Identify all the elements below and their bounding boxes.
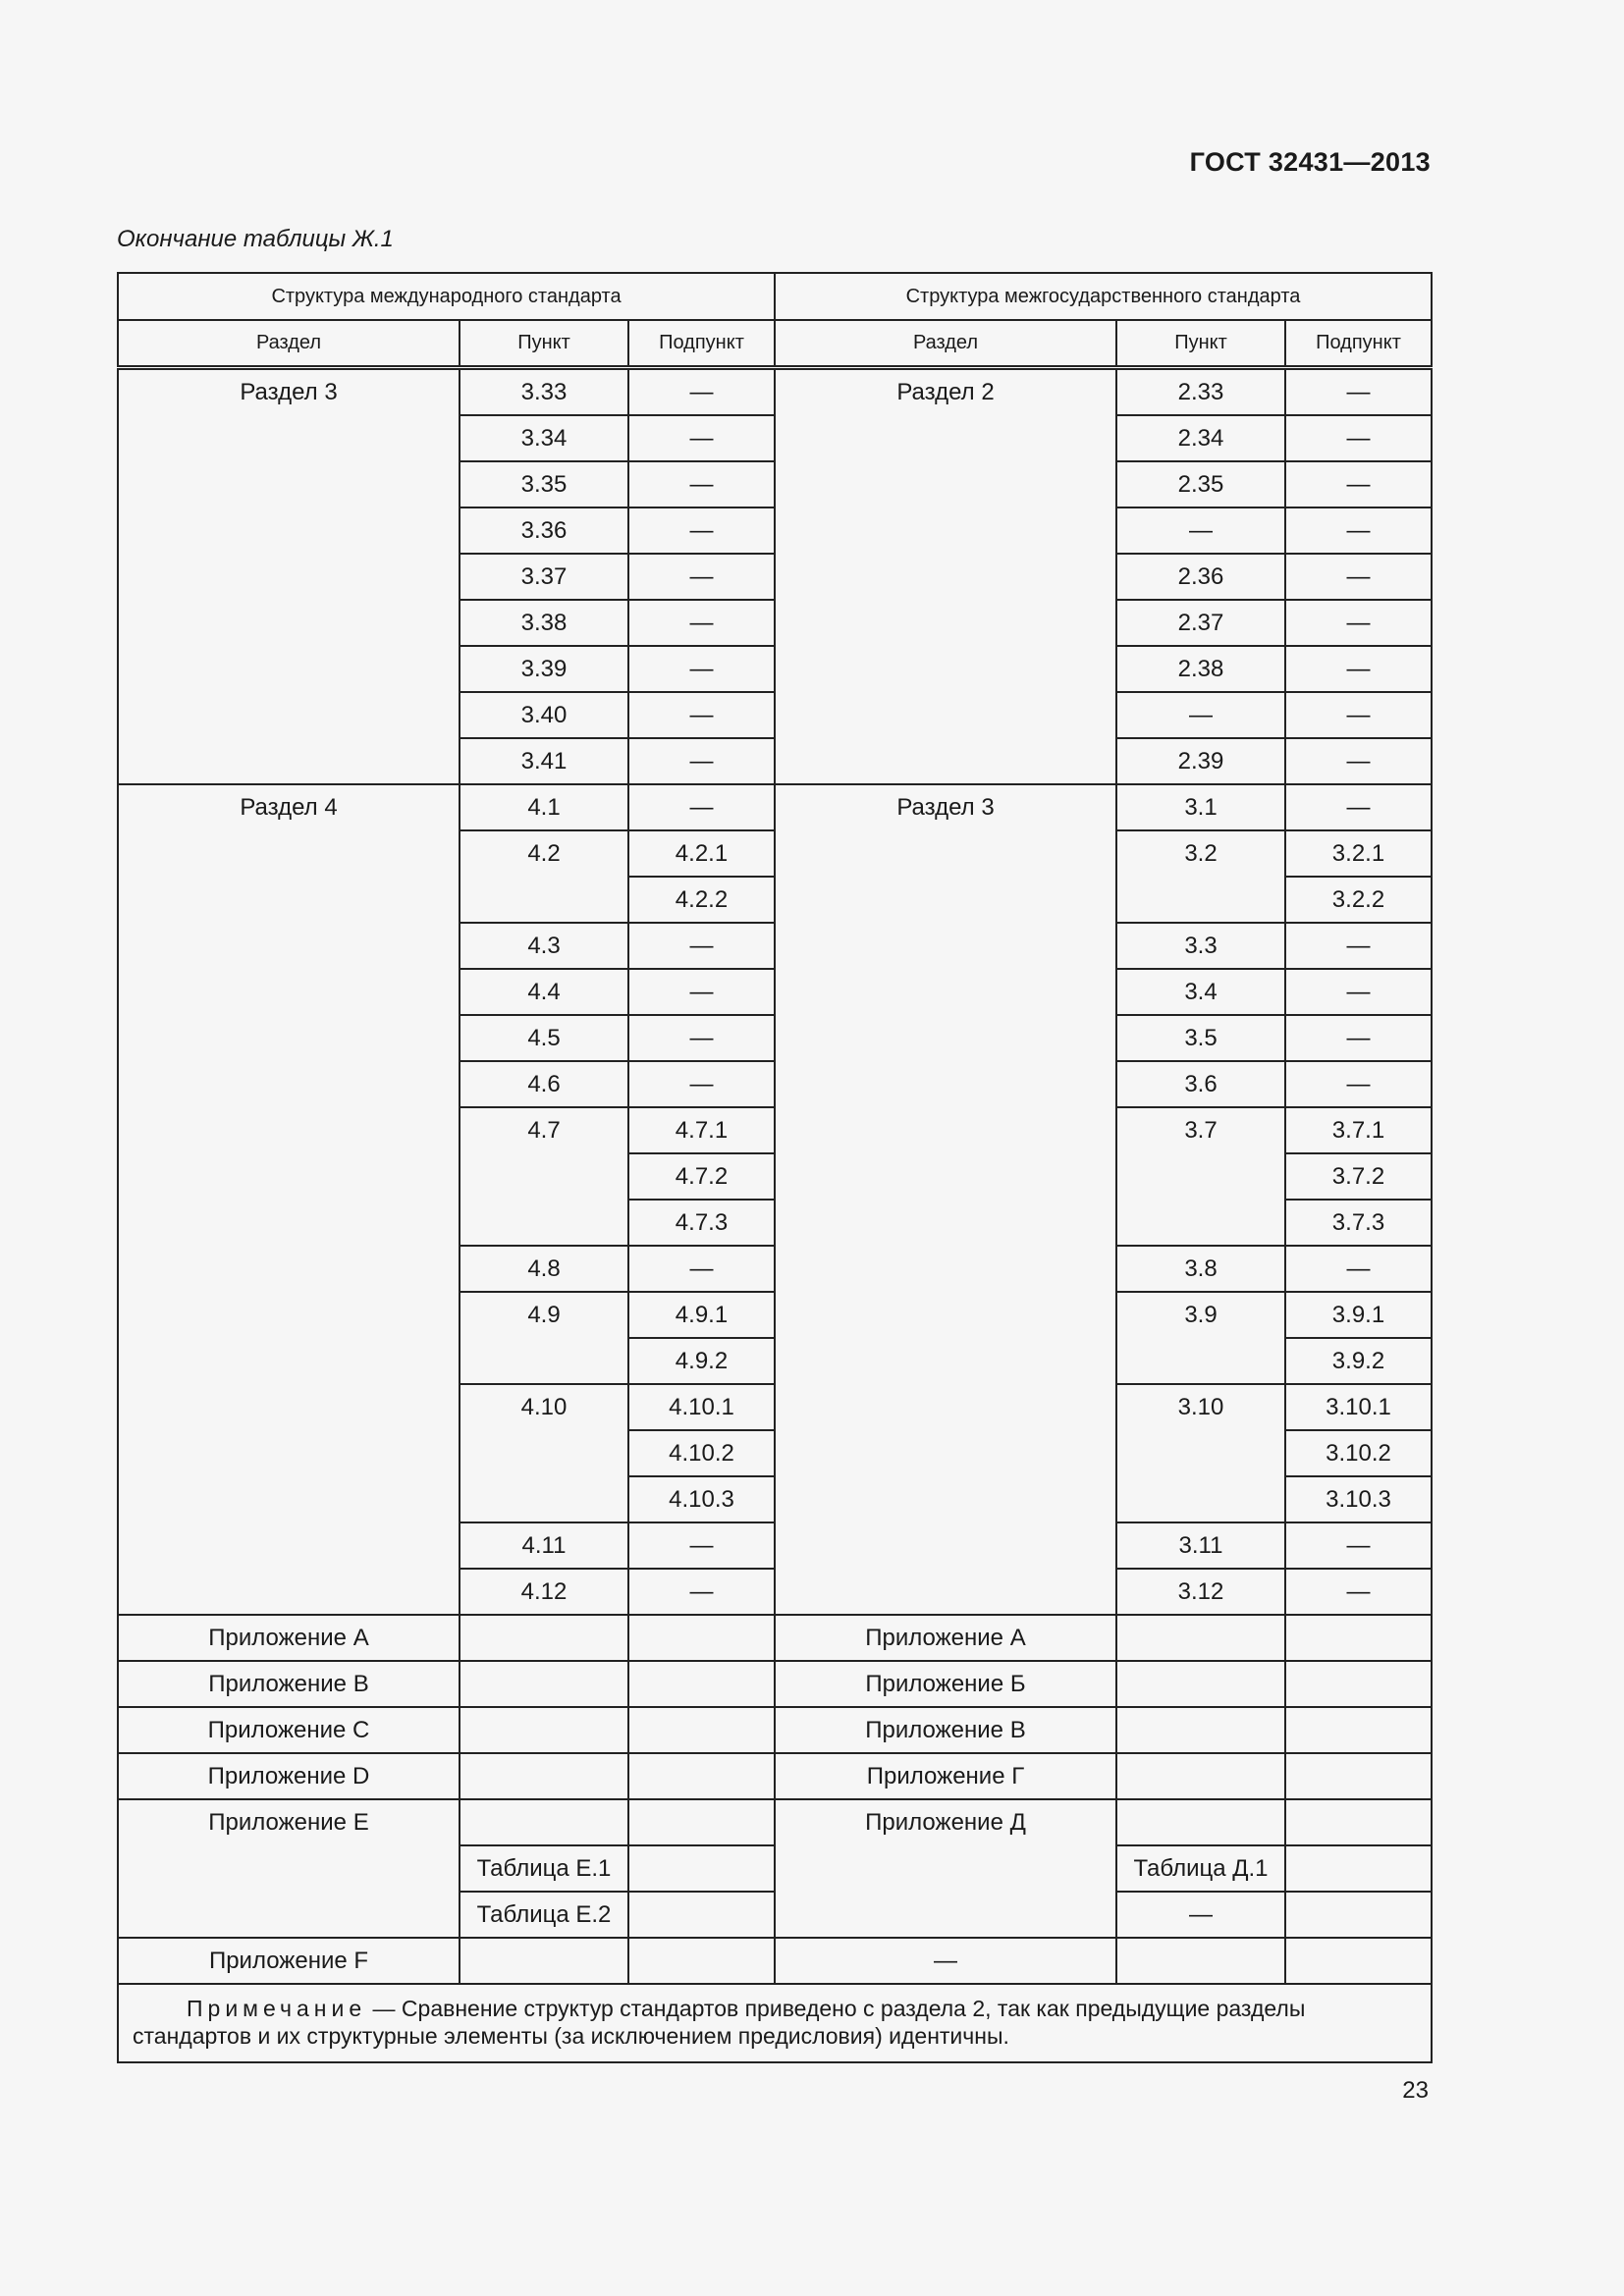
table-note — [118, 1984, 1432, 2062]
cell-subclause-interstate: — — [1285, 415, 1432, 461]
cell-clause-intl: 3.35 — [460, 461, 628, 507]
col-header-clause-interstate: Пункт — [1116, 320, 1285, 368]
cell-subclause-interstate: — — [1285, 1522, 1432, 1569]
cell-clause-intl: 3.37 — [460, 554, 628, 600]
cell-clause-intl: 4.6 — [460, 1061, 628, 1107]
cell-clause-intl: 4.7 — [460, 1107, 628, 1246]
cell-subclause-intl: — — [628, 600, 775, 646]
cell-subclause-interstate: — — [1285, 738, 1432, 784]
cell-clause-interstate: 2.35 — [1116, 461, 1285, 507]
cell-section-intl: Приложение D — [118, 1753, 460, 1799]
cell-clause-intl: 4.8 — [460, 1246, 628, 1292]
cell-clause-intl: 4.1 — [460, 784, 628, 830]
cell-subclause-interstate: — — [1285, 692, 1432, 738]
cell-subclause-intl: 4.2.1 — [628, 830, 775, 877]
cell-clause-interstate: 3.11 — [1116, 1522, 1285, 1569]
cell-section-intl: Приложение C — [118, 1707, 460, 1753]
cell-clause-intl: Таблица E.1 — [460, 1845, 628, 1892]
cell-subclause-interstate: — — [1285, 600, 1432, 646]
cell-clause-intl: 4.9 — [460, 1292, 628, 1384]
group-header-interstate: Структура межгосударственного стандарта — [775, 273, 1432, 320]
cell-clause-interstate: 2.33 — [1116, 368, 1285, 416]
table-row — [118, 1753, 1432, 1799]
cell-clause-intl: Таблица E.2 — [460, 1892, 628, 1938]
cell-subclause-interstate: — — [1285, 784, 1432, 830]
cell-clause-intl: 4.10 — [460, 1384, 628, 1522]
cell-subclause-intl: — — [628, 646, 775, 692]
table-row — [118, 1661, 1432, 1707]
cell-subclause-intl: 4.7.1 — [628, 1107, 775, 1153]
cell-section-interstate: — — [775, 1938, 1116, 1984]
cell-subclause-intl — [628, 1615, 775, 1661]
cell-subclause-interstate: — — [1285, 1061, 1432, 1107]
cell-subclause-interstate: 3.7.2 — [1285, 1153, 1432, 1200]
cell-clause-interstate: — — [1116, 1892, 1285, 1938]
note-row — [118, 1984, 1432, 2062]
cell-clause-interstate: 3.1 — [1116, 784, 1285, 830]
cell-subclause-intl: 4.10.3 — [628, 1476, 775, 1522]
cell-clause-intl — [460, 1753, 628, 1799]
cell-section-intl: Приложение F — [118, 1938, 460, 1984]
cell-section-intl: Приложение E — [118, 1799, 460, 1938]
cell-clause-intl: 3.39 — [460, 646, 628, 692]
table-row — [118, 368, 1432, 416]
cell-clause-interstate: 3.12 — [1116, 1569, 1285, 1615]
cell-subclause-intl: — — [628, 969, 775, 1015]
cell-clause-interstate: 2.36 — [1116, 554, 1285, 600]
cell-clause-interstate: 3.6 — [1116, 1061, 1285, 1107]
cell-clause-intl: 3.41 — [460, 738, 628, 784]
cell-clause-intl: 4.12 — [460, 1569, 628, 1615]
cell-subclause-interstate: — — [1285, 1569, 1432, 1615]
cell-subclause-interstate — [1285, 1799, 1432, 1845]
cell-subclause-intl: — — [628, 738, 775, 784]
table-row — [118, 1938, 1432, 1984]
cell-subclause-interstate: 3.9.1 — [1285, 1292, 1432, 1338]
cell-clause-interstate: — — [1116, 507, 1285, 554]
cell-subclause-intl: 4.9.2 — [628, 1338, 775, 1384]
cell-section-intl: Приложение B — [118, 1661, 460, 1707]
cell-clause-interstate — [1116, 1938, 1285, 1984]
cell-clause-interstate: 3.9 — [1116, 1292, 1285, 1384]
cell-subclause-intl — [628, 1892, 775, 1938]
cell-clause-interstate — [1116, 1753, 1285, 1799]
note-label: Примечание — [187, 1996, 367, 2021]
cell-subclause-intl: — — [628, 461, 775, 507]
cell-clause-intl: 3.38 — [460, 600, 628, 646]
cell-subclause-intl: 4.2.2 — [628, 877, 775, 923]
cell-subclause-intl: — — [628, 1061, 775, 1107]
cell-subclause-interstate — [1285, 1661, 1432, 1707]
group-header-international: Структура международного стандарта — [118, 273, 775, 320]
cell-subclause-intl: 4.9.1 — [628, 1292, 775, 1338]
cell-subclause-interstate: 3.9.2 — [1285, 1338, 1432, 1384]
cell-subclause-interstate — [1285, 1707, 1432, 1753]
cell-subclause-interstate: — — [1285, 507, 1432, 554]
table-row — [118, 784, 1432, 830]
table-caption: Окончание таблицы Ж.1 — [117, 226, 394, 252]
cell-clause-intl: 4.4 — [460, 969, 628, 1015]
group-header-row — [118, 273, 1432, 320]
cell-clause-intl — [460, 1938, 628, 1984]
cell-subclause-intl: — — [628, 368, 775, 416]
column-header-row — [118, 320, 1432, 368]
table-row — [118, 1707, 1432, 1753]
cell-subclause-intl: — — [628, 1015, 775, 1061]
cell-clause-interstate: 3.8 — [1116, 1246, 1285, 1292]
cell-subclause-interstate: 3.2.1 — [1285, 830, 1432, 877]
cell-clause-intl: 3.40 — [460, 692, 628, 738]
cell-subclause-interstate — [1285, 1938, 1432, 1984]
col-header-section-interstate: Раздел — [775, 320, 1116, 368]
cell-section-interstate: Приложение Г — [775, 1753, 1116, 1799]
cell-subclause-interstate: 3.7.3 — [1285, 1200, 1432, 1246]
cell-subclause-interstate — [1285, 1753, 1432, 1799]
cell-clause-interstate — [1116, 1799, 1285, 1845]
cell-clause-intl — [460, 1615, 628, 1661]
cell-clause-interstate: 2.38 — [1116, 646, 1285, 692]
cell-subclause-interstate — [1285, 1892, 1432, 1938]
cell-subclause-interstate: — — [1285, 1015, 1432, 1061]
cell-clause-interstate — [1116, 1615, 1285, 1661]
table-row — [118, 1799, 1432, 1845]
col-header-clause-intl: Пункт — [460, 320, 628, 368]
cell-clause-intl: 4.11 — [460, 1522, 628, 1569]
cell-section-interstate: Приложение В — [775, 1707, 1116, 1753]
cell-subclause-interstate: — — [1285, 969, 1432, 1015]
cell-clause-interstate: 3.7 — [1116, 1107, 1285, 1246]
cell-subclause-interstate: 3.2.2 — [1285, 877, 1432, 923]
cell-subclause-intl: — — [628, 1569, 775, 1615]
cell-subclause-intl — [628, 1661, 775, 1707]
cell-clause-interstate: 3.10 — [1116, 1384, 1285, 1522]
cell-subclause-intl: — — [628, 692, 775, 738]
cell-subclause-intl: — — [628, 415, 775, 461]
cell-clause-intl: 4.3 — [460, 923, 628, 969]
cell-subclause-intl — [628, 1799, 775, 1845]
cell-subclause-interstate — [1285, 1845, 1432, 1892]
cell-subclause-intl — [628, 1707, 775, 1753]
cell-section-intl: Раздел 4 — [118, 784, 460, 1615]
cell-section-interstate: Приложение Д — [775, 1799, 1116, 1938]
cell-subclause-interstate: — — [1285, 646, 1432, 692]
cell-clause-interstate: 2.39 — [1116, 738, 1285, 784]
cell-clause-interstate: 3.4 — [1116, 969, 1285, 1015]
cell-subclause-intl: — — [628, 1522, 775, 1569]
cell-clause-intl — [460, 1661, 628, 1707]
cell-subclause-intl: 4.10.2 — [628, 1430, 775, 1476]
cell-subclause-intl — [628, 1938, 775, 1984]
cell-clause-intl: 4.5 — [460, 1015, 628, 1061]
cell-subclause-interstate: — — [1285, 461, 1432, 507]
cell-subclause-intl — [628, 1753, 775, 1799]
cell-clause-intl — [460, 1799, 628, 1845]
table-row — [118, 1615, 1432, 1661]
cell-subclause-interstate: — — [1285, 923, 1432, 969]
cell-subclause-intl: — — [628, 507, 775, 554]
col-header-subclause-interstate: Подпункт — [1285, 320, 1432, 368]
cell-clause-interstate: 3.5 — [1116, 1015, 1285, 1061]
page-number: 23 — [1402, 2077, 1429, 2104]
cell-clause-interstate — [1116, 1661, 1285, 1707]
cell-subclause-interstate: 3.10.2 — [1285, 1430, 1432, 1476]
cell-clause-intl: 3.33 — [460, 368, 628, 416]
cell-section-interstate: Приложение А — [775, 1615, 1116, 1661]
cell-subclause-intl: — — [628, 923, 775, 969]
cell-subclause-interstate: 3.10.1 — [1285, 1384, 1432, 1430]
cell-clause-interstate: — — [1116, 692, 1285, 738]
cell-subclause-intl: 4.7.2 — [628, 1153, 775, 1200]
cell-section-intl: Раздел 3 — [118, 368, 460, 785]
cell-subclause-intl: — — [628, 784, 775, 830]
cell-clause-intl — [460, 1707, 628, 1753]
cell-subclause-intl: — — [628, 1246, 775, 1292]
cell-section-interstate: Раздел 2 — [775, 368, 1116, 785]
cell-section-intl: Приложение A — [118, 1615, 460, 1661]
comparison-table — [117, 272, 1433, 2063]
cell-clause-interstate: 2.34 — [1116, 415, 1285, 461]
col-header-subclause-intl: Подпункт — [628, 320, 775, 368]
cell-clause-interstate: Таблица Д.1 — [1116, 1845, 1285, 1892]
cell-section-interstate: Раздел 3 — [775, 784, 1116, 1615]
cell-clause-interstate: 3.3 — [1116, 923, 1285, 969]
cell-subclause-interstate: 3.10.3 — [1285, 1476, 1432, 1522]
cell-subclause-interstate — [1285, 1615, 1432, 1661]
document-code: ГОСТ 32431—2013 — [1189, 147, 1431, 177]
cell-clause-intl: 4.2 — [460, 830, 628, 923]
cell-subclause-interstate: — — [1285, 1246, 1432, 1292]
cell-subclause-interstate: — — [1285, 554, 1432, 600]
cell-subclause-intl: 4.7.3 — [628, 1200, 775, 1246]
cell-clause-intl: 3.36 — [460, 507, 628, 554]
cell-clause-interstate — [1116, 1707, 1285, 1753]
col-header-section-intl: Раздел — [118, 320, 460, 368]
cell-clause-interstate: 2.37 — [1116, 600, 1285, 646]
cell-section-interstate: Приложение Б — [775, 1661, 1116, 1707]
cell-subclause-intl: 4.10.1 — [628, 1384, 775, 1430]
note-text: — Сравнение структур стандартов приведено с раздела 2, так как предыдущие разделы стандартов и их структурные элементы (за исключением предисловия) идентичны. — [133, 1996, 1306, 2049]
cell-subclause-interstate: — — [1285, 368, 1432, 416]
cell-clause-intl: 3.34 — [460, 415, 628, 461]
cell-subclause-intl — [628, 1845, 775, 1892]
cell-subclause-intl: — — [628, 554, 775, 600]
cell-clause-interstate: 3.2 — [1116, 830, 1285, 923]
cell-subclause-interstate: 3.7.1 — [1285, 1107, 1432, 1153]
